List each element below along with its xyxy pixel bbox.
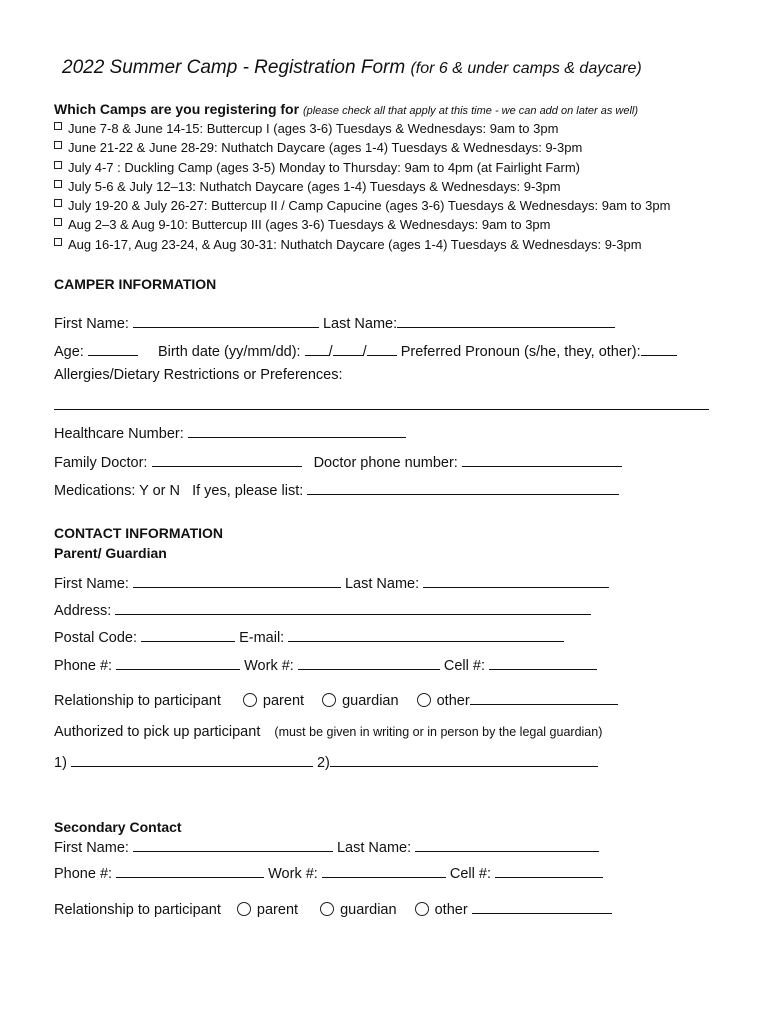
doctor-field[interactable]	[152, 452, 302, 467]
checkbox-icon[interactable]	[54, 238, 62, 246]
secondary-contact-heading: Secondary Contact	[54, 819, 182, 835]
birth-separator: /	[328, 344, 333, 360]
pickup-1-label: 1)	[54, 755, 67, 771]
healthcare-label: Healthcare Number:	[54, 426, 184, 442]
relationship-label: Relationship to participant	[54, 693, 221, 709]
checkbox-icon[interactable]	[54, 199, 62, 207]
allergies-field[interactable]	[54, 409, 709, 410]
pickup-2-label: 2)	[316, 755, 330, 771]
doctor-phone-field[interactable]	[462, 452, 622, 467]
radio-parent[interactable]	[243, 693, 257, 707]
checkbox-icon[interactable]	[54, 218, 62, 226]
birth-date-label: Birth date (yy/mm/dd):	[157, 344, 301, 360]
radio-guardian[interactable]	[320, 902, 334, 916]
parent-phone-row	[54, 655, 597, 674]
camps-question-note: (please check all that apply at this time - we can add on later as well)	[302, 105, 639, 117]
checkbox-icon[interactable]	[54, 180, 62, 188]
other-relationship-field[interactable]	[470, 690, 618, 705]
birth-year-field[interactable]	[305, 341, 329, 356]
postal-code-label: Postal Code:	[54, 630, 138, 646]
radio-other[interactable]	[417, 693, 431, 707]
parent-relationship-row	[54, 690, 618, 709]
radio-parent-label: parent	[262, 693, 305, 709]
doctor-label: Family Doctor:	[54, 455, 148, 471]
secondary-relationship-row	[54, 899, 612, 918]
camper-info-heading: CAMPER INFORMATION	[54, 276, 217, 292]
radio-parent[interactable]	[237, 902, 251, 916]
cell-label: Cell #:	[449, 866, 491, 882]
secondary-other-relationship-field[interactable]	[472, 899, 612, 914]
camp-option-label: Aug 2–3 & Aug 9-10: Buttercup III (ages 3-6) Tuesdays & Wednesdays: 9am to 3pm	[68, 217, 551, 232]
parent-guardian-heading: Parent/ Guardian	[54, 545, 167, 561]
authorized-row	[54, 724, 602, 740]
camper-age-field[interactable]	[88, 341, 138, 356]
last-name-label: Last Name:	[336, 840, 412, 856]
camper-name-row	[54, 313, 615, 332]
camper-age-row	[54, 341, 677, 360]
camp-option-3[interactable]	[54, 160, 580, 175]
radio-guardian[interactable]	[322, 693, 336, 707]
first-name-label: First Name:	[54, 576, 129, 592]
checkbox-icon[interactable]	[54, 141, 62, 149]
camper-first-name-field[interactable]	[133, 313, 319, 328]
doctor-phone-label: Doctor phone number:	[313, 455, 458, 471]
title-main: 2022 Summer Camp - Registration Form	[62, 57, 406, 78]
parent-last-name-field[interactable]	[423, 573, 609, 588]
address-row	[54, 600, 591, 619]
radio-other-label: other	[436, 693, 470, 709]
camp-option-5[interactable]	[54, 198, 670, 213]
address-field[interactable]	[115, 600, 591, 615]
work-label: Work #:	[244, 658, 294, 674]
email-field[interactable]	[288, 627, 564, 642]
radio-parent-label: parent	[256, 902, 299, 918]
last-name-label: Last Name:	[344, 576, 420, 592]
parent-cell-field[interactable]	[489, 655, 597, 670]
email-label: E-mail:	[239, 630, 285, 646]
address-label: Address:	[54, 603, 112, 619]
page-title	[62, 57, 642, 79]
allergies-label: Allergies/Dietary Restrictions or Preferences:	[54, 367, 343, 383]
camper-last-name-field[interactable]	[397, 313, 615, 328]
doctor-row	[54, 452, 622, 471]
birth-month-field[interactable]	[333, 341, 363, 356]
radio-guardian-label: guardian	[340, 902, 397, 918]
last-name-label: Last Name:	[322, 316, 398, 332]
radio-guardian-label: guardian	[342, 693, 399, 709]
cell-label: Cell #:	[443, 658, 485, 674]
radio-other[interactable]	[415, 902, 429, 916]
pickup-row	[54, 752, 598, 771]
authorized-note: (must be given in writing or in person by the legal guardian)	[274, 725, 603, 739]
camp-option-7[interactable]	[54, 237, 642, 252]
parent-work-field[interactable]	[298, 655, 440, 670]
pickup-2-field[interactable]	[330, 752, 598, 767]
secondary-first-name-field[interactable]	[133, 837, 333, 852]
secondary-last-name-field[interactable]	[415, 837, 599, 852]
title-sub: (for 6 & under camps & daycare)	[410, 60, 642, 77]
healthcare-field[interactable]	[188, 423, 406, 438]
camps-question	[54, 101, 638, 117]
secondary-phone-field[interactable]	[116, 863, 264, 878]
medications-label: Medications: Y or N	[54, 483, 180, 499]
camp-option-label: July 4-7 : Duckling Camp (ages 3-5) Monday to Thursday: 9am to 4pm (at Fairlight Farm)	[68, 160, 581, 175]
pronoun-label: Preferred Pronoun (s/he, they, other):	[400, 344, 641, 360]
camp-option-6[interactable]	[54, 217, 550, 232]
camp-option-label: July 5-6 & July 12–13: Nuthatch Daycare (ages 1-4) Tuesdays & Wednesdays: 9-3pm	[68, 179, 561, 194]
secondary-cell-field[interactable]	[495, 863, 603, 878]
camp-option-label: Aug 16-17, Aug 23-24, & Aug 30-31: Nuthatch Daycare (ages 1-4) Tuesdays & Wednesdays: 9-3pm	[68, 237, 642, 252]
medications-field[interactable]	[307, 480, 619, 495]
secondary-name-row	[54, 837, 599, 856]
camp-option-1[interactable]	[54, 121, 558, 136]
camp-option-2[interactable]	[54, 140, 582, 155]
medications-list-label: If yes, please list:	[192, 483, 304, 499]
parent-phone-field[interactable]	[116, 655, 240, 670]
work-label: Work #:	[268, 866, 318, 882]
secondary-phone-row	[54, 863, 603, 882]
first-name-label: First Name:	[54, 840, 129, 856]
secondary-work-field[interactable]	[322, 863, 446, 878]
radio-other-label: other	[434, 902, 468, 918]
healthcare-row	[54, 423, 406, 442]
medications-row	[54, 480, 619, 499]
phone-label: Phone #:	[54, 866, 113, 882]
parent-name-row	[54, 573, 609, 592]
checkbox-icon[interactable]	[54, 161, 62, 169]
postal-email-row	[54, 627, 564, 646]
first-name-label: First Name:	[54, 316, 129, 332]
relationship-label: Relationship to participant	[54, 902, 221, 918]
camp-option-label: July 19-20 & July 26-27: Buttercup II / Camp Capucine (ages 3-6) Tuesdays & Wednesdays: 9am to 3pm	[68, 198, 671, 213]
birth-separator: /	[362, 344, 367, 360]
postal-code-field[interactable]	[141, 627, 235, 642]
parent-first-name-field[interactable]	[133, 573, 341, 588]
contact-info-heading: CONTACT INFORMATION	[54, 525, 224, 541]
phone-label: Phone #:	[54, 658, 113, 674]
camp-option-label: June 7-8 & June 14-15: Buttercup I (ages 3-6) Tuesdays & Wednesdays: 9am to 3pm	[68, 121, 559, 136]
camp-option-label: June 21-22 & June 28-29: Nuthatch Daycare (ages 1-4) Tuesdays & Wednesdays: 9-3pm	[68, 140, 583, 155]
birth-day-field[interactable]	[367, 341, 397, 356]
camps-question-text: Which Camps are you registering for	[54, 101, 300, 117]
checkbox-icon[interactable]	[54, 122, 62, 130]
authorized-label: Authorized to pick up participant	[54, 724, 261, 740]
age-label: Age:	[54, 344, 84, 360]
pronoun-field[interactable]	[641, 341, 677, 356]
camp-option-4[interactable]	[54, 179, 561, 194]
pickup-1-field[interactable]	[71, 752, 313, 767]
